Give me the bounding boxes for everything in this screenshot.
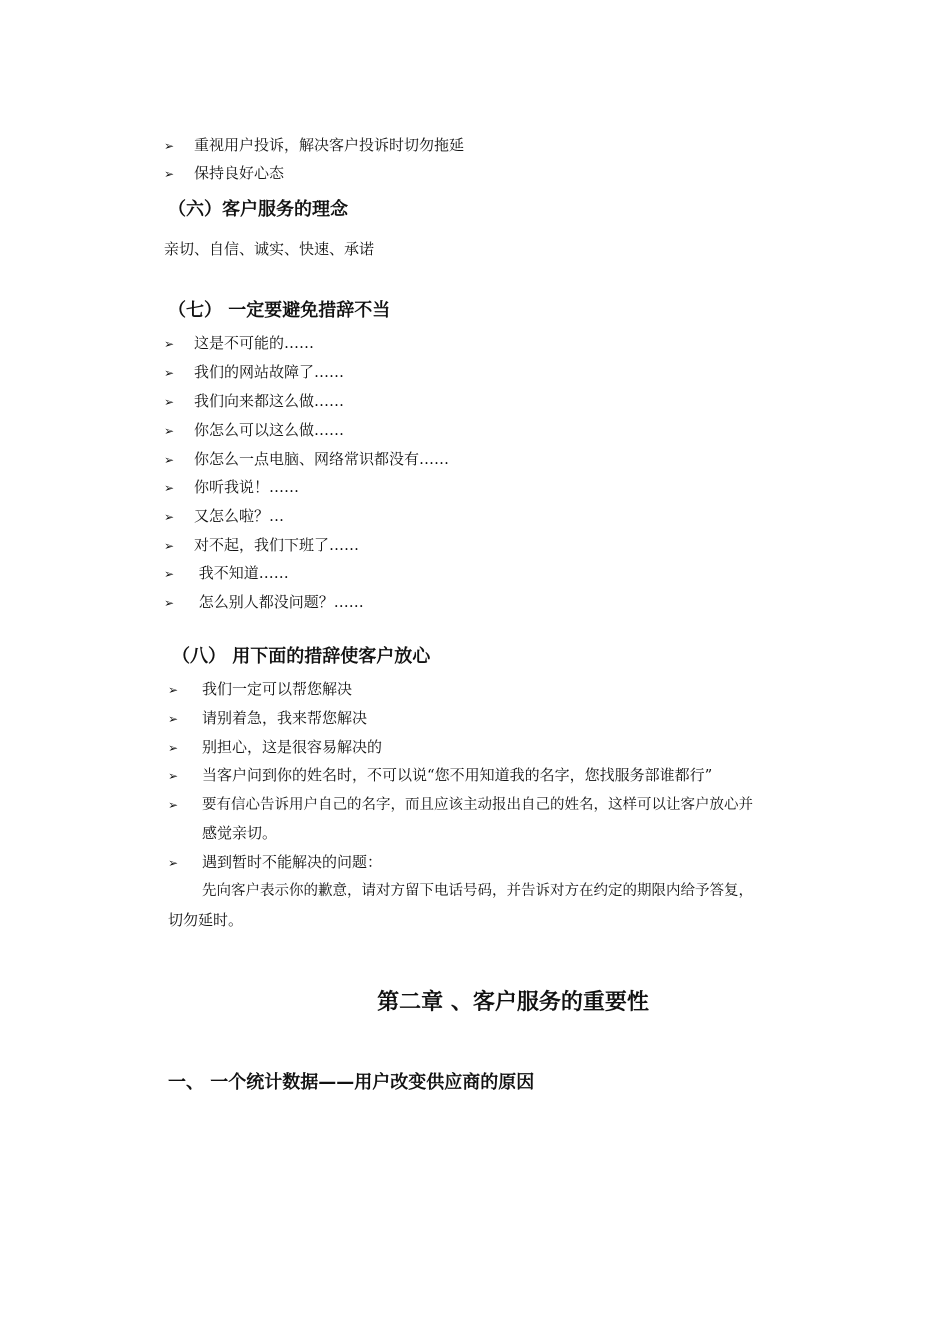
list-item [164, 449, 449, 470]
bullet-arrow-icon: ➢ [164, 395, 175, 409]
list-item [168, 737, 382, 758]
service-philosophy-text: 亲切、自信、诚实、快速、承诺 [164, 240, 375, 258]
list-item [168, 852, 382, 873]
list-item-text: 你怎么可以这么做…… [194, 421, 345, 439]
list-item [164, 420, 344, 441]
bullet-arrow-icon: ➢ [164, 567, 175, 581]
list-item-text: 又怎么啦？… [194, 507, 285, 525]
bullet-arrow-icon: ➢ [168, 683, 179, 697]
list-item [164, 135, 464, 156]
bullet-arrow-icon: ➢ [164, 167, 175, 181]
list-item-text: 别担心，这是很容易解决的 [202, 738, 383, 756]
bullet-arrow-icon: ➢ [168, 856, 179, 870]
list-item [168, 708, 367, 729]
bullet-arrow-icon: ➢ [164, 139, 175, 153]
list-item [164, 362, 344, 383]
list-item [168, 794, 753, 815]
list-item-text: 我们向来都这么做…… [194, 392, 345, 410]
list-item-text: 你听我说！…… [194, 478, 300, 496]
section-heading-7: （七） 一定要避免措辞不当 [168, 300, 391, 321]
list-item-text: 当客户问到你的姓名时，不可以说“您不用知道我的名字，您找服务部谁都行” [202, 766, 713, 784]
list-item [164, 506, 284, 527]
list-item [164, 592, 364, 613]
list-item [164, 477, 299, 498]
list-item-text: 遇到暂时不能解决的问题： [202, 853, 383, 871]
list-item [164, 563, 289, 584]
list-item-text: 我不知道…… [194, 564, 289, 582]
bullet-arrow-icon: ➢ [164, 596, 175, 610]
section-heading-6: （六）客户服务的理念 [168, 199, 348, 220]
list-item-text: 怎么别人都没问题？…… [194, 593, 364, 611]
list-item [164, 163, 284, 184]
bullet-arrow-icon: ➢ [164, 453, 175, 467]
bullet-arrow-icon: ➢ [164, 481, 175, 495]
apology-paragraph-line-1: 先向客户表示你的歉意，请对方留下电话号码，并告诉对方在约定的期限内给予答复， [202, 883, 753, 899]
list-item [164, 333, 314, 354]
bullet-arrow-icon: ➢ [164, 337, 175, 351]
list-item-text: 保持良好心态 [194, 164, 285, 182]
bullet-arrow-icon: ➢ [164, 510, 175, 524]
bullet-arrow-icon: ➢ [168, 769, 179, 783]
list-item-text: 要有信心告诉用户自己的名字，而且应该主动报出自己的姓名，这样可以让客户放心并 [202, 797, 753, 813]
section-heading-8: （八） 用下面的措辞使客户放心 [172, 646, 431, 667]
list-item-text: 重视用户投诉，解决客户投诉时切勿拖延 [194, 136, 465, 154]
list-item [164, 535, 359, 556]
bullet-arrow-icon: ➢ [164, 539, 175, 553]
apology-paragraph-line-2: 切勿延时。 [168, 911, 244, 929]
bullet-arrow-icon: ➢ [168, 741, 179, 755]
bullet-arrow-icon: ➢ [164, 424, 175, 438]
list-item-text: 请别着急，我来帮您解决 [202, 709, 368, 727]
list-item-text: 你怎么一点电脑、网络常识都没有…… [194, 450, 450, 468]
list-item-text: 这是不可能的…… [194, 334, 315, 352]
list-item-text: 我们的网站故障了…… [194, 363, 345, 381]
bullet-arrow-icon: ➢ [168, 712, 179, 726]
list-item-text: 我们一定可以帮您解决 [202, 680, 353, 698]
list-item [168, 679, 352, 700]
chapter-title: 第二章 、客户服务的重要性 [377, 990, 649, 1015]
bullet-arrow-icon: ➢ [164, 366, 175, 380]
section-title: 一、 一个统计数据——用户改变供应商的原因 [168, 1072, 535, 1093]
list-item-continuation: 感觉亲切。 [202, 824, 278, 842]
list-item [164, 391, 344, 412]
list-item-text: 对不起，我们下班了…… [194, 536, 360, 554]
bullet-arrow-icon: ➢ [168, 798, 179, 812]
list-item [168, 765, 712, 786]
